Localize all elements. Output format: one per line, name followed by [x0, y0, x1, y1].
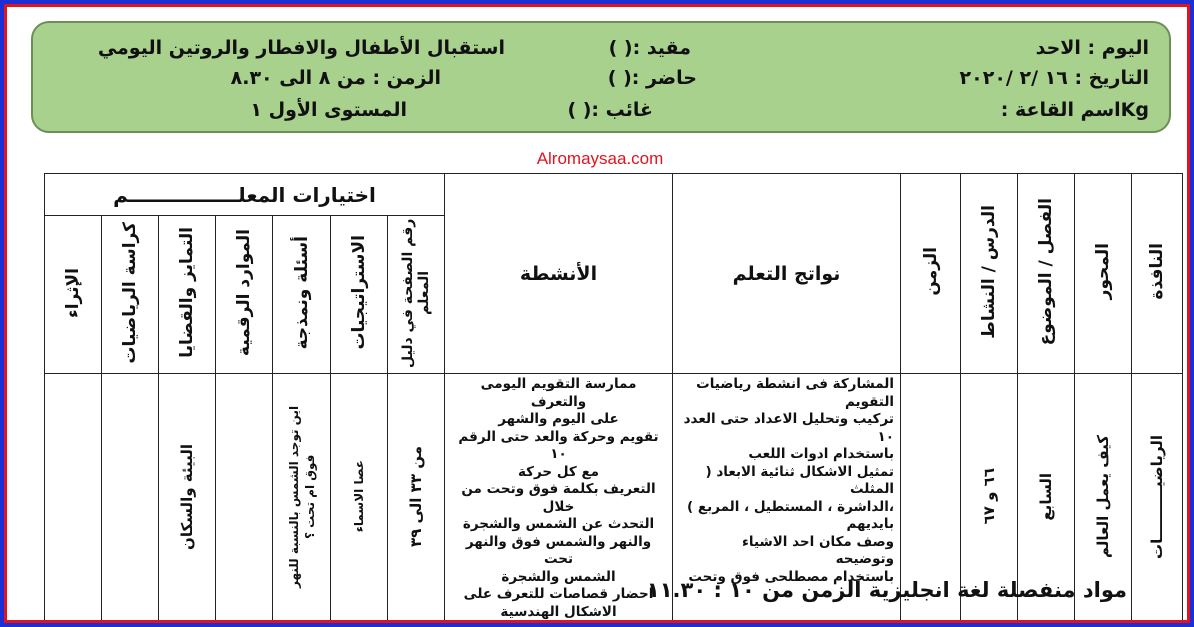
- header-enrichment: الإثراء: [45, 216, 102, 374]
- outcome-line: تمثيل الاشكال ثنائية الابعاد ( المثلث: [705, 463, 895, 497]
- cell-page-numbers: من ٣٣ الى ٣٩: [388, 374, 445, 624]
- outcome-line: تركيب وتحليل الاعداد حتى العدد ١٠: [683, 411, 895, 445]
- activity-line: على اليوم والشهر: [498, 411, 619, 427]
- cell-differentiation: البيئة والسكان: [159, 374, 216, 624]
- cell-chapter: السابع: [1018, 374, 1075, 624]
- cell-digital: [216, 374, 273, 624]
- header-lesson: الدرس / النشاط: [961, 174, 1018, 374]
- header-questions: أسئلة ونمذجة: [273, 216, 331, 374]
- activity-line: احضار قصاصات للتعرف على: [463, 586, 654, 602]
- cell-window: الرياضيــــــــــات: [1132, 374, 1183, 624]
- date-label: التاريخ : ١٦ /٢ /٢٠٢٠: [959, 67, 1149, 89]
- cell-strategies: عصا الاسماء: [331, 374, 388, 624]
- header-panel: [31, 21, 1171, 133]
- outcome-line: ،الداشرة ، المستطيل ، المربع ): [687, 498, 895, 515]
- outcome-line: وصف مكان احد الاشياء وتوضيحه: [742, 533, 895, 567]
- footer-note: مواد منفصلة لغة انجليزية الزمن من ١٠ : ١١.٣٠: [646, 578, 1127, 602]
- activity-line: تقويم وحركة والعد حتى الرقم ١٠: [458, 428, 659, 462]
- absent-label: غائب :( ): [567, 99, 653, 121]
- outcomes-list: [673, 374, 900, 588]
- day-label: اليوم : الاحد: [1035, 37, 1149, 59]
- lesson-plan-table: [44, 173, 1183, 623]
- cell-activities: [445, 374, 673, 624]
- header-chapter: الفصل / الموضوع: [1018, 174, 1075, 374]
- page: [4, 4, 1190, 623]
- header-outcomes: نواتج التعلم: [673, 174, 901, 374]
- activity-line: الاشكال الهندسية: [500, 603, 617, 620]
- cell-axis: كيف يعمل العالم: [1075, 374, 1132, 624]
- activity-line: الشمس والشجرة: [501, 568, 616, 585]
- outcome-line: بايديهم: [846, 516, 895, 532]
- class-name-label: Kgاسم القاعة :: [1000, 99, 1149, 121]
- watermark-text: Alromaysaa.com: [536, 149, 664, 168]
- routine-label: استقبال الأطفال والافطار والروتين اليومي: [97, 37, 505, 59]
- header-page-numbers: رقم الصفحة في دليل المعلم: [388, 216, 445, 374]
- header-math-study: كراسة الرياضيات: [102, 216, 159, 374]
- activity-line: مع كل حركة: [517, 463, 600, 480]
- time-label: الزمن : من ٨ الى ٨.٣٠: [230, 67, 441, 89]
- outcome-line: المشاركة فى انشطة رياضيات التقويم: [696, 376, 895, 410]
- enrolled-label: مقيد :( ): [608, 37, 691, 59]
- present-label: حاضر :( ): [607, 67, 697, 89]
- header-time: الزمن: [901, 174, 961, 374]
- cell-questions: اين توجد الشمس بالنسبة للنهر فوق ام تحت ؟: [273, 374, 331, 624]
- outcome-line: باستخدام مصطلحى فوق وتحت: [688, 568, 895, 585]
- level-label: المستوى الأول ١: [250, 99, 407, 121]
- header-digital: الموارد الرقمية: [216, 216, 273, 374]
- header-axis: المحور: [1075, 174, 1132, 374]
- cell-math-study: [102, 374, 159, 624]
- activities-list: [445, 374, 672, 623]
- header-differentiation: التمايز والقضايا: [159, 216, 216, 374]
- cell-enrichment: [45, 374, 102, 624]
- activity-line: التعريف بكلمة فوق وتحت من خلال: [461, 481, 656, 515]
- activity-line: التحدث عن الشمس والشجرة: [462, 516, 655, 532]
- activity-line: والنهر والشمس فوق والنهر تحت: [465, 533, 652, 567]
- activity-line: ممارسة التقويم اليومى والتعرف: [480, 376, 637, 410]
- header-strategies: الاستراتيجيات: [331, 216, 388, 374]
- header-teacher-choices: اختيارات المعلــــــــــــــــم: [45, 174, 445, 216]
- header-window: النافذة: [1132, 174, 1183, 374]
- outcome-line: باستخدام ادوات اللعب: [748, 446, 895, 462]
- cell-lesson: ٦٦ و ٦٧: [961, 374, 1018, 624]
- header-activities: الأنشطة: [445, 174, 673, 374]
